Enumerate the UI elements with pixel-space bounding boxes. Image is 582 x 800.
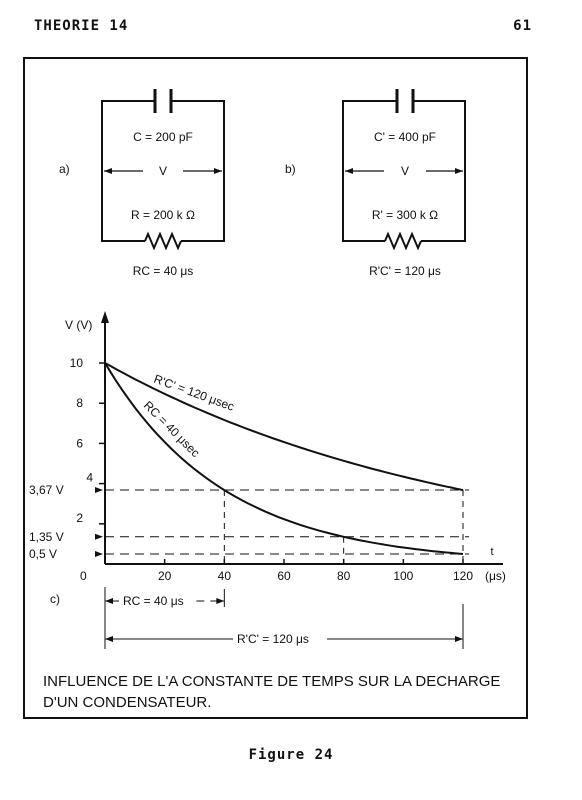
arrow-right-icon [95, 534, 103, 540]
x-tick-label: 80 [336, 569, 351, 583]
x-tick-label: 40 [217, 569, 232, 583]
page-header-title: THEORIE 14 [34, 18, 129, 34]
caption-line-2: D'UN CONDENSATEUR. [43, 694, 212, 711]
y-tick-label: 10 [69, 356, 83, 370]
x-tick-label: 60 [277, 569, 291, 583]
series-label-rc-120: R'C' = 120 μsec [151, 371, 237, 414]
series-label-rc-40: RC = 40 μsec [140, 398, 203, 460]
bracket-label-rc-40: RC = 40 μs [123, 594, 184, 608]
x-axis-label-t: t [490, 546, 494, 558]
x-tick-label: 100 [393, 569, 414, 583]
panel-tag-c: c) [50, 592, 60, 606]
figure-number: Figure 24 [248, 747, 334, 763]
figure-caption [43, 671, 513, 713]
voltage-level-label: 1,35 V [29, 529, 64, 544]
arrow-right-icon [455, 168, 463, 174]
voltage-level-label: 3,67 V [29, 483, 64, 498]
circuit-a-resistance: R = 200 k Ω [130, 208, 196, 222]
resistor-icon [385, 234, 421, 248]
circuit-b-capacitance: C' = 400 pF [374, 130, 436, 144]
x-tick-label: 0 [80, 569, 87, 583]
figure-drawing [25, 59, 526, 659]
y-axis-arrow-icon [101, 311, 109, 323]
x-tick-label: 120 [452, 569, 474, 583]
arrow-right-icon [95, 487, 103, 493]
circuit-b-tag: b) [285, 162, 296, 176]
y-tick-label: 6 [76, 436, 83, 451]
voltage-level-label: 0,5 V [29, 546, 58, 561]
x-axis-label-unit: (μs) [485, 569, 506, 583]
y-axis-label: V (V) [65, 318, 93, 332]
x-tick-label: 20 [157, 569, 172, 583]
circuit-a-tag: a) [59, 162, 70, 176]
circuit-a-capacitance: C = 200 pF [133, 130, 193, 144]
arrow-right-icon [216, 598, 224, 604]
arrow-right-icon [214, 168, 222, 174]
figure-frame [23, 57, 528, 719]
circuit-a-time-constant: RC = 40 μs [132, 264, 194, 278]
circuit-b-resistance: R' = 300 k Ω [371, 208, 439, 222]
arrow-left-icon [345, 168, 353, 174]
caption-line-1: INFLUENCE DE L'A CONSTANTE DE TEMPS SUR LA DECHARGE [43, 673, 501, 690]
y-tick-label: 4 [86, 470, 93, 485]
y-tick-label: 2 [76, 510, 83, 525]
circuit-b-time-constant: R'C' = 120 μs [369, 264, 441, 278]
page-number: 61 [513, 18, 532, 34]
arrow-left-icon [104, 168, 112, 174]
circuit-a-voltage: V [158, 164, 168, 178]
bracket-label-rc-120: R'C' = 120 μs [237, 632, 309, 646]
y-tick-label: 8 [76, 396, 83, 411]
discharge-chart [29, 311, 506, 649]
arrow-right-icon [455, 636, 463, 642]
arrow-right-icon [95, 551, 103, 557]
circuit-b-voltage: V [400, 164, 410, 178]
resistor-icon [145, 234, 181, 248]
